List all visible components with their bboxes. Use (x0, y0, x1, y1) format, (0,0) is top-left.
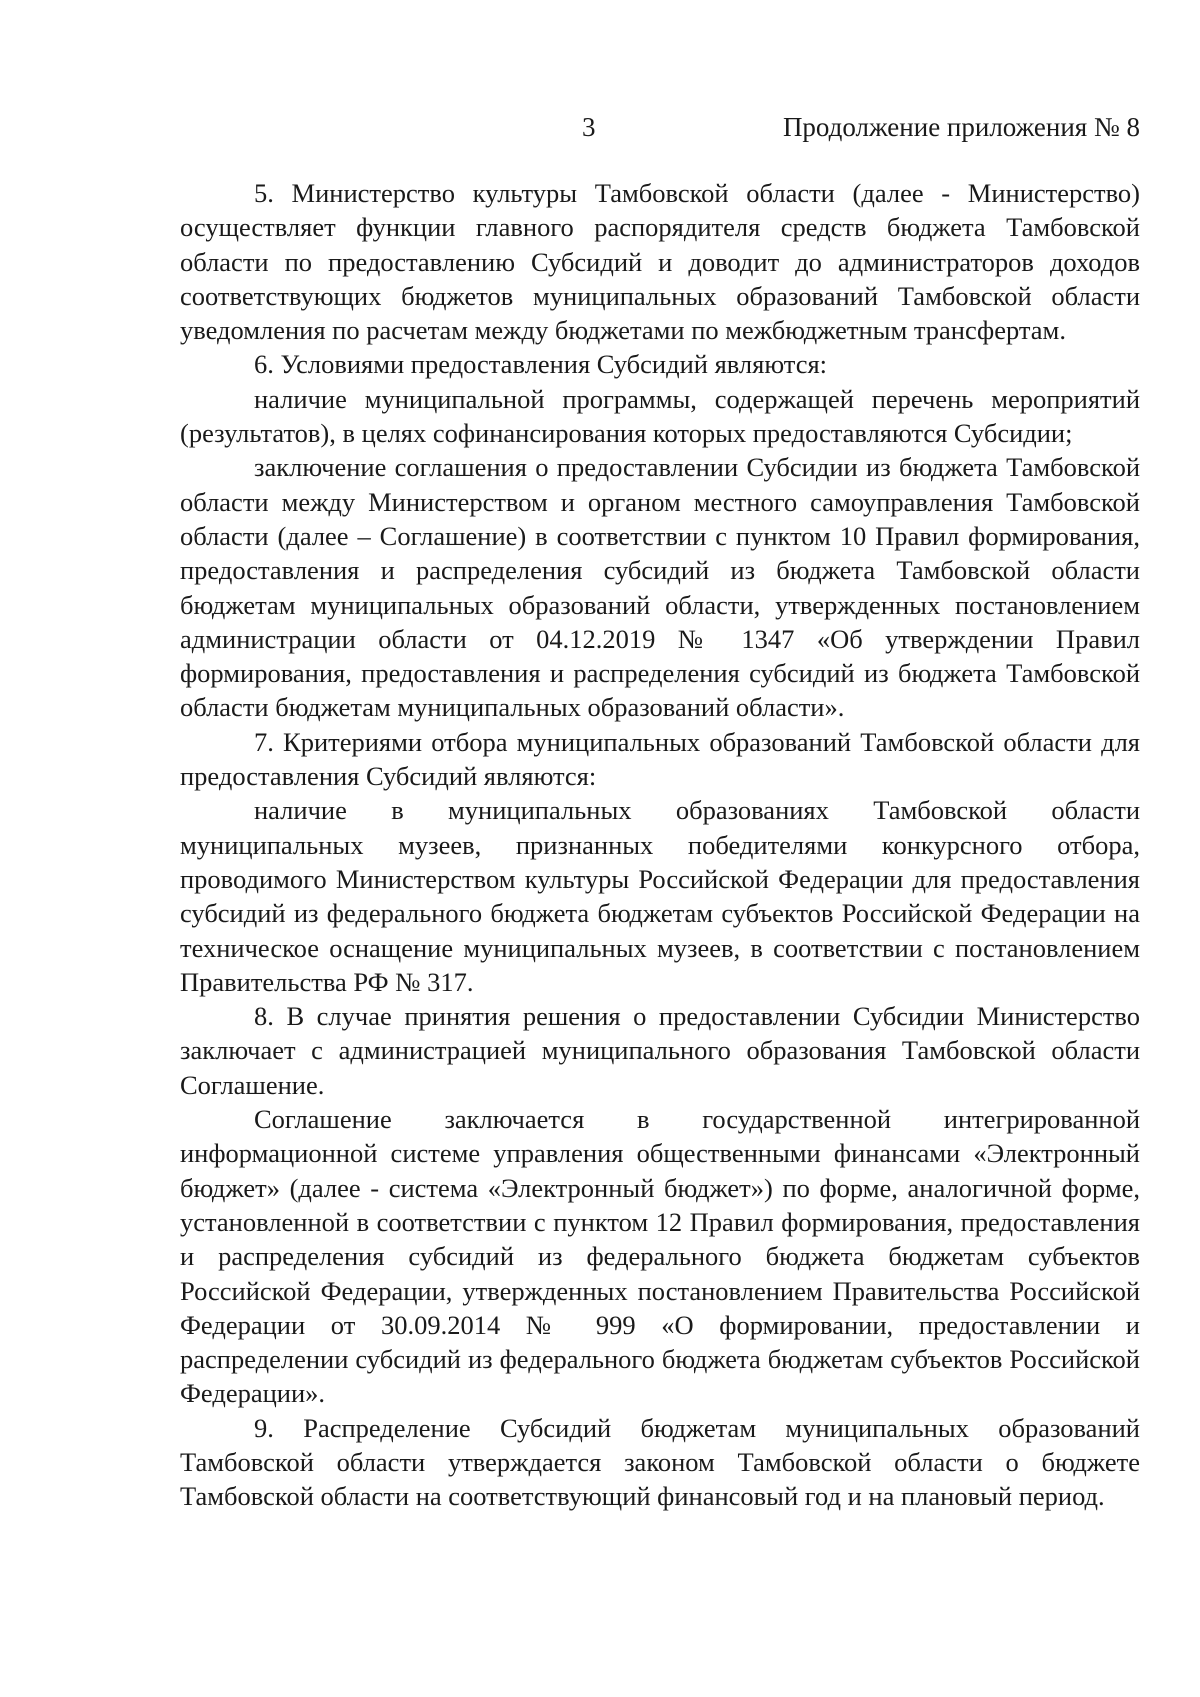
paragraph-condition-agreement: заключение соглашения о предоставлении Субсидии из бюджета Тамбовской области между Министерством и органом местного самоуправления Тамбовской области (далее – Соглашение) в соответствии с пунктом 10 Правил формирования, предоставления и распределения субсидий из бюджета Тамбовской области бюджетам муниципальных образований области, утвержденных постановлением администрации области от 04.12.2019 № 1347 «Об утверждении Правил формирования, предоставления и распределения субсидий из бюджета Тамбовской области бюджетам муниципальных образований области». (180, 452, 1140, 723)
page-header (180, 112, 1140, 152)
appendix-continuation-label: Продолжение приложения № 8 (782, 112, 1140, 142)
page-number: 3 (582, 112, 596, 142)
paragraph-clause-8: 8. В случае принятия решения о предоставлении Субсидии Министерство заключает с администрацией муниципального образования Тамбовской области Соглашение. (180, 1001, 1140, 1100)
paragraph-clause-5: 5. Министерство культуры Тамбовской области (далее - Министерство) осуществляет функции главного распорядителя средств бюджета Тамбовской области по предоставлению Субсидий и доводит до администраторов доходов соответствующих бюджетов муниципальных образований Тамбовской области уведомления по расчетам между бюджетами по межбюджетным трансфертам. (180, 178, 1140, 346)
paragraph-agreement-system: Соглашение заключается в государственной интегрированной информационной системе управления общественными финансами «Электронный бюджет» (далее - система «Электронный бюджет») по форме, аналогичной форме, установленной в соответствии с пунктом 12 Правил формирования, предоставления и распределения субсидий из федерального бюджета бюджетам субъектов Российской Федерации, утвержденных постановлением Правительства Российской Федерации от 30.09.2014 № 999 «О формировании, предоставлении и распределении субсидий из федерального бюджета бюджетам субъектов Российской Федерации». (180, 1104, 1140, 1409)
paragraph-clause-9: 9. Распределение Субсидий бюджетам муниципальных образований Тамбовской области утверждается законом Тамбовской области о бюджете Тамбовской области на соответствующий финансовый год и на плановый период. (180, 1412, 1140, 1512)
paragraph-clause-7: 7. Критериями отбора муниципальных образований Тамбовской области для предоставления Субсидий являются: (180, 726, 1140, 792)
paragraph-criterion-museums: наличие в муниципальных образованиях Тамбовской области муниципальных музеев, признанных победителями конкурсного отбора, проводимого Министерством культуры Российской Федерации для предоставления субсидий из федерального бюджета бюджетам субъектов Российской Федерации на техническое оснащение муниципальных музеев, в соответствии с постановлением Правительства РФ № 317. (180, 795, 1140, 997)
document-body (180, 176, 1140, 1514)
paragraph-condition-program: наличие муниципальной программы, содержащей перечень мероприятий (результатов), в целях софинансирования которых предоставляются Субсидии; (180, 383, 1140, 449)
paragraph-clause-6: 6. Условиями предоставления Субсидий являются: (254, 349, 828, 380)
